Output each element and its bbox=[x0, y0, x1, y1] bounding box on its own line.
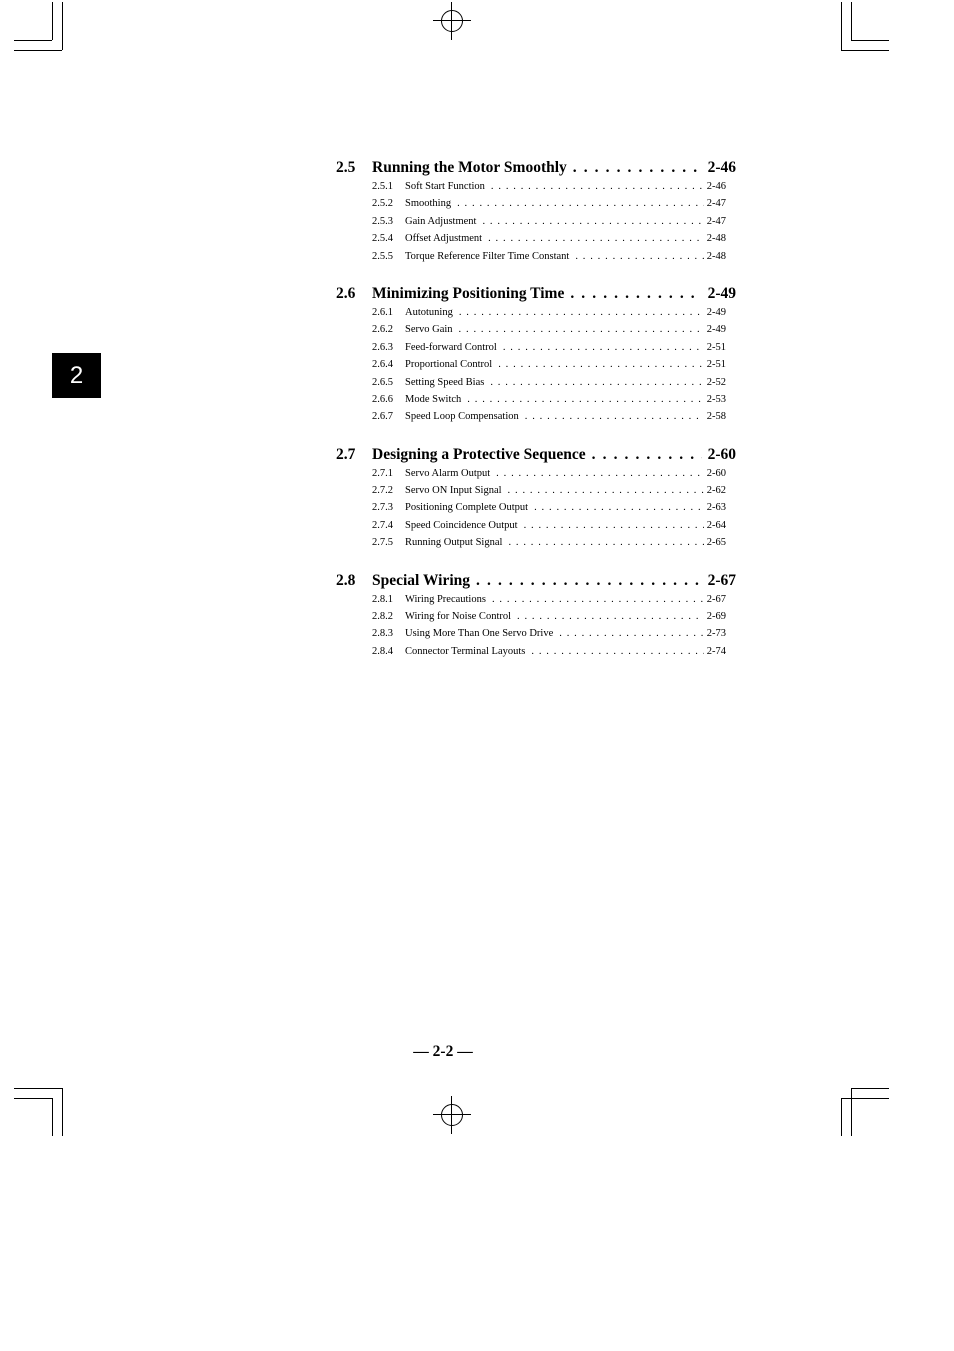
registration-line bbox=[433, 20, 471, 21]
section-page: 2-60 bbox=[707, 445, 736, 463]
entry-page: 2-47 bbox=[706, 215, 726, 227]
dot-leader bbox=[491, 178, 704, 195]
entry-title: Feed-forward Control bbox=[405, 341, 497, 353]
crop-mark bbox=[851, 40, 889, 41]
entry-page: 2-67 bbox=[706, 593, 726, 605]
entry-number: 2.6.4 bbox=[372, 359, 393, 371]
entry-number: 2.7.1 bbox=[372, 467, 393, 479]
toc-entry[interactable] bbox=[372, 195, 726, 212]
entry-number: 2.6.2 bbox=[372, 324, 393, 336]
crop-mark bbox=[851, 1088, 852, 1136]
entry-number: 2.5.1 bbox=[372, 181, 393, 192]
entry-title: Soft Start Function bbox=[405, 181, 485, 192]
entry-title: Proportional Control bbox=[405, 359, 493, 371]
entry-page: 2-73 bbox=[706, 628, 726, 640]
toc-entry[interactable] bbox=[372, 321, 726, 338]
toc-entry[interactable] bbox=[372, 408, 726, 425]
dot-leader bbox=[498, 356, 704, 373]
toc-section bbox=[336, 158, 736, 265]
entry-number: 2.8.1 bbox=[372, 593, 393, 605]
toc-entry[interactable] bbox=[372, 625, 726, 642]
entry-title: Servo Gain bbox=[405, 324, 453, 336]
entry-title: Speed Coincidence Output bbox=[405, 519, 518, 531]
entry-title: Servo Alarm Output bbox=[405, 467, 491, 479]
crop-mark bbox=[14, 40, 52, 41]
entry-number: 2.6.1 bbox=[372, 306, 393, 318]
entry-title: Mode Switch bbox=[405, 393, 462, 405]
toc-entry[interactable] bbox=[372, 499, 726, 516]
entry-page: 2-51 bbox=[706, 359, 726, 371]
crop-mark bbox=[851, 1088, 889, 1089]
subsection-list bbox=[372, 591, 726, 661]
registration-mark-top bbox=[441, 10, 463, 32]
dot-leader bbox=[534, 499, 704, 516]
entry-page: 2-46 bbox=[706, 181, 726, 192]
entry-number: 2.6.7 bbox=[372, 411, 393, 423]
section-heading[interactable] bbox=[336, 571, 736, 591]
section-title: Special Wiring bbox=[372, 571, 471, 589]
toc-entry[interactable] bbox=[372, 339, 726, 356]
dot-leader bbox=[508, 534, 703, 551]
entry-title: Speed Loop Compensation bbox=[405, 411, 519, 423]
entry-number: 2.5.5 bbox=[372, 250, 393, 262]
dot-leader bbox=[508, 482, 704, 499]
dot-leader bbox=[517, 608, 704, 625]
entry-title: Positioning Complete Output bbox=[405, 502, 529, 514]
crop-mark bbox=[841, 50, 889, 51]
crop-mark bbox=[52, 1098, 53, 1136]
entry-page: 2-48 bbox=[706, 233, 726, 245]
section-number: 2.8 bbox=[336, 571, 356, 589]
registration-line bbox=[451, 1096, 452, 1134]
entry-number: 2.8.4 bbox=[372, 645, 393, 657]
crop-mark bbox=[62, 1088, 63, 1136]
entry-page: 2-49 bbox=[706, 324, 726, 336]
subsection-list bbox=[372, 465, 726, 552]
section-title: Designing a Protective Sequence bbox=[372, 445, 586, 463]
crop-mark bbox=[14, 1098, 52, 1099]
crop-mark bbox=[841, 1098, 889, 1099]
crop-mark bbox=[14, 50, 62, 51]
toc-entry[interactable] bbox=[372, 465, 726, 482]
toc-entry[interactable] bbox=[372, 643, 726, 660]
entry-number: 2.6.6 bbox=[372, 393, 393, 405]
section-page: 2-46 bbox=[707, 159, 736, 176]
entry-number: 2.5.4 bbox=[372, 233, 393, 245]
dot-leader bbox=[573, 158, 702, 178]
toc-entry[interactable] bbox=[372, 534, 726, 551]
section-heading[interactable] bbox=[336, 284, 736, 304]
toc-entry[interactable] bbox=[372, 356, 726, 373]
entry-title: Running Output Signal bbox=[405, 537, 503, 549]
entry-page: 2-74 bbox=[706, 645, 726, 657]
section-title: Minimizing Positioning Time bbox=[372, 284, 565, 302]
crop-mark bbox=[851, 2, 852, 40]
entry-page: 2-63 bbox=[706, 502, 726, 514]
dot-leader bbox=[524, 517, 704, 534]
dot-leader bbox=[459, 321, 704, 338]
table-of-contents bbox=[336, 158, 736, 679]
entry-title: Wiring Precautions bbox=[405, 593, 486, 605]
entry-page: 2-53 bbox=[706, 393, 726, 405]
dot-leader bbox=[592, 445, 702, 465]
entry-title: Torque Reference Filter Time Constant bbox=[405, 250, 570, 262]
crop-mark bbox=[52, 2, 53, 40]
toc-section bbox=[336, 571, 736, 661]
entry-title: Servo ON Input Signal bbox=[405, 485, 502, 497]
toc-section bbox=[336, 445, 736, 552]
page-number: — 2-2 — bbox=[413, 1043, 473, 1060]
chapter-tab: 2 bbox=[52, 353, 101, 398]
section-page: 2-49 bbox=[707, 284, 736, 302]
dot-leader bbox=[525, 408, 704, 425]
dot-leader bbox=[488, 230, 704, 247]
registration-line bbox=[451, 2, 452, 40]
entry-number: 2.7.5 bbox=[372, 537, 393, 549]
entry-title: Using More Than One Servo Drive bbox=[405, 628, 554, 640]
toc-entry[interactable] bbox=[372, 591, 726, 608]
section-heading[interactable] bbox=[336, 445, 736, 465]
registration-mark-bottom bbox=[441, 1104, 463, 1126]
entry-number: 2.5.3 bbox=[372, 215, 393, 227]
dot-leader bbox=[457, 195, 704, 212]
entry-number: 2.8.3 bbox=[372, 628, 393, 640]
section-number: 2.5 bbox=[336, 159, 356, 176]
dot-leader bbox=[476, 571, 702, 591]
entry-number: 2.8.2 bbox=[372, 611, 393, 623]
toc-entry[interactable] bbox=[372, 608, 726, 625]
dot-leader bbox=[531, 643, 703, 660]
toc-entry[interactable] bbox=[372, 517, 726, 534]
dot-leader bbox=[459, 304, 704, 321]
entry-page: 2-60 bbox=[706, 467, 726, 479]
toc-entry[interactable] bbox=[372, 391, 726, 408]
toc-entry[interactable] bbox=[372, 230, 726, 247]
entry-number: 2.7.3 bbox=[372, 502, 393, 514]
dot-leader bbox=[496, 465, 704, 482]
entry-title: Connector Terminal Layouts bbox=[405, 645, 526, 657]
subsection-list bbox=[372, 304, 726, 426]
toc-entry[interactable] bbox=[372, 304, 726, 321]
toc-entry[interactable] bbox=[372, 213, 726, 230]
dot-leader bbox=[492, 591, 704, 608]
entry-page: 2-48 bbox=[706, 250, 726, 262]
section-heading[interactable] bbox=[336, 158, 736, 178]
entry-page: 2-65 bbox=[706, 537, 726, 549]
dot-leader bbox=[467, 391, 703, 408]
registration-line bbox=[433, 1114, 471, 1115]
entry-page: 2-58 bbox=[706, 411, 726, 423]
entry-page: 2-47 bbox=[706, 198, 726, 210]
entry-title: Setting Speed Bias bbox=[405, 376, 485, 388]
entry-title: Autotuning bbox=[405, 306, 453, 318]
entry-page: 2-49 bbox=[706, 306, 726, 318]
entry-number: 2.6.5 bbox=[372, 376, 393, 388]
dot-leader bbox=[570, 284, 701, 304]
entry-number: 2.6.3 bbox=[372, 341, 393, 353]
entry-title: Smoothing bbox=[405, 198, 452, 210]
dot-leader bbox=[575, 248, 703, 265]
entry-title: Wiring for Noise Control bbox=[405, 611, 512, 623]
crop-mark bbox=[14, 1088, 62, 1089]
entry-page: 2-69 bbox=[706, 611, 726, 623]
section-number: 2.7 bbox=[336, 445, 356, 463]
entry-title: Gain Adjustment bbox=[405, 215, 477, 227]
toc-entry[interactable] bbox=[372, 178, 726, 195]
entry-number: 2.5.2 bbox=[372, 198, 393, 210]
entry-page: 2-52 bbox=[706, 376, 726, 388]
dot-leader bbox=[559, 625, 704, 642]
toc-entry[interactable] bbox=[372, 374, 726, 391]
subsection-list bbox=[372, 178, 726, 265]
toc-section bbox=[336, 284, 736, 426]
entry-title: Offset Adjustment bbox=[405, 233, 483, 245]
entry-number: 2.7.4 bbox=[372, 519, 393, 531]
crop-mark bbox=[841, 1098, 842, 1136]
toc-entry[interactable] bbox=[372, 482, 726, 499]
crop-mark bbox=[62, 2, 63, 50]
section-number: 2.6 bbox=[336, 284, 356, 302]
entry-page: 2-62 bbox=[706, 485, 726, 497]
dot-leader bbox=[490, 374, 703, 391]
crop-mark bbox=[841, 2, 842, 50]
dot-leader bbox=[482, 213, 703, 230]
dot-leader bbox=[503, 339, 704, 356]
section-page: 2-67 bbox=[707, 571, 736, 589]
toc-entry[interactable] bbox=[372, 248, 726, 265]
entry-page: 2-64 bbox=[706, 519, 726, 531]
entry-number: 2.7.2 bbox=[372, 485, 393, 497]
section-title: Running the Motor Smoothly bbox=[372, 159, 567, 176]
entry-page: 2-51 bbox=[706, 341, 726, 353]
